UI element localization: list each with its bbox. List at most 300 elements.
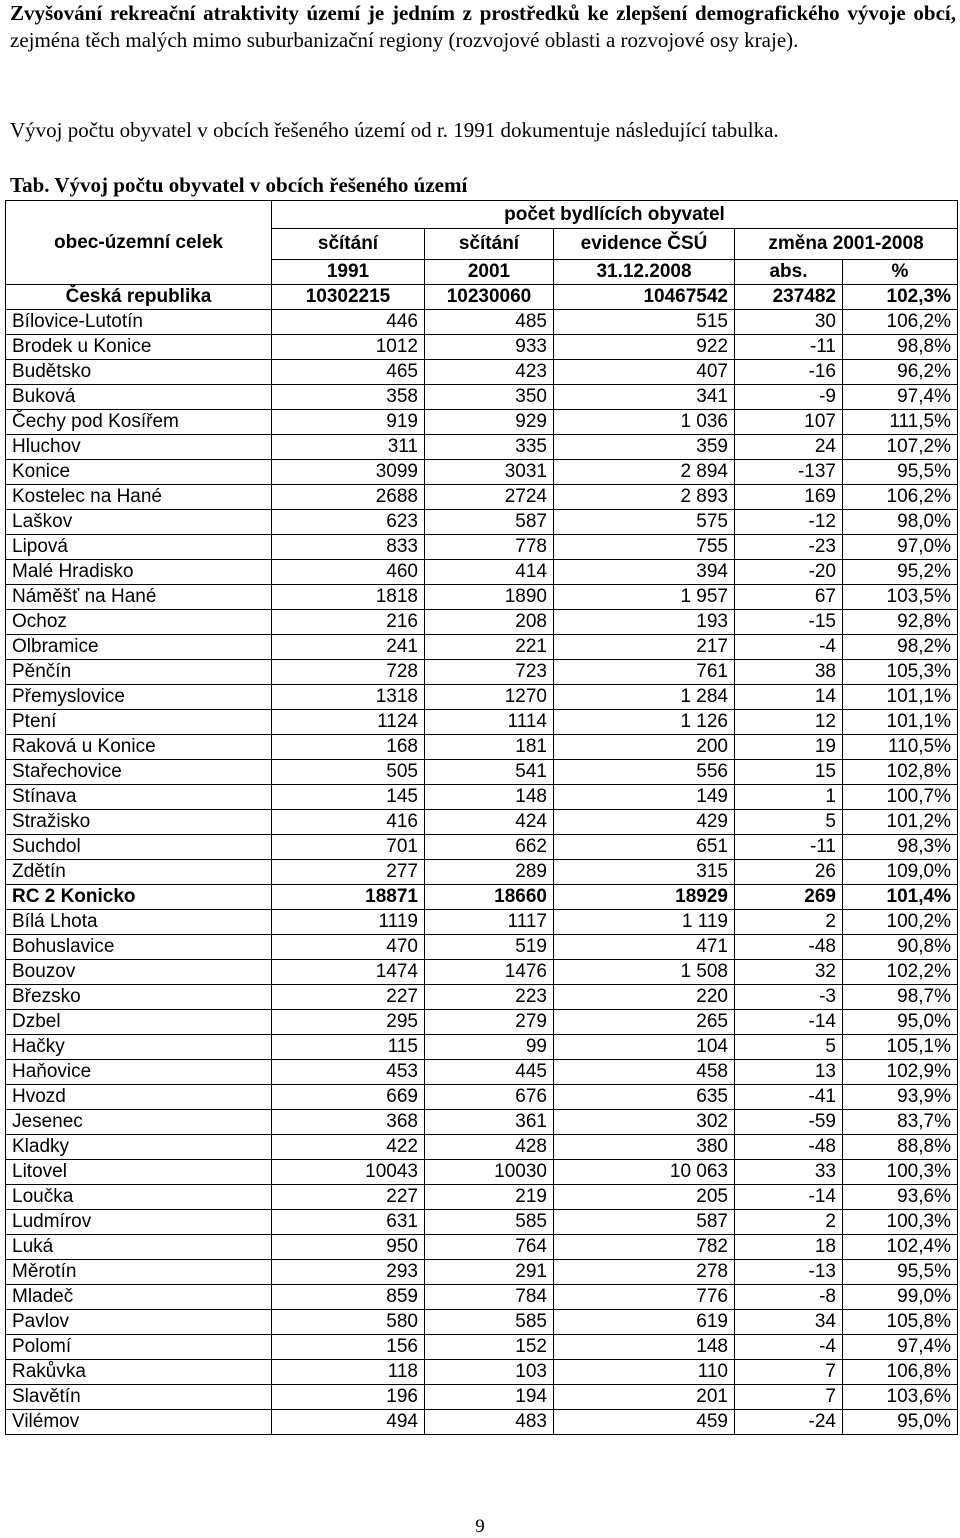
table-cell: 101,1% [843, 685, 958, 710]
table-cell: Kostelec na Hané [6, 485, 272, 510]
table-row [6, 485, 958, 510]
table-cell: 168 [272, 735, 425, 760]
table-row [6, 985, 958, 1010]
table-cell: Náměšť na Hané [6, 585, 272, 610]
table-cell: Měrotín [6, 1260, 272, 1285]
table-cell: 1 036 [554, 410, 735, 435]
table-row [6, 1410, 958, 1435]
table-cell: 5 [735, 810, 843, 835]
table-cell: Vilémov [6, 1410, 272, 1435]
table-cell: 219 [425, 1185, 554, 1210]
table-cell: 541 [425, 760, 554, 785]
table-cell: 458 [554, 1060, 735, 1085]
table-cell: 93,6% [843, 1185, 958, 1210]
table-cell: 100,3% [843, 1160, 958, 1185]
table-cell: 156 [272, 1335, 425, 1360]
table-cell: 111,5% [843, 410, 958, 435]
table-cell: 15 [735, 760, 843, 785]
table-cell: 102,8% [843, 760, 958, 785]
table-cell: 101,1% [843, 710, 958, 735]
table-cell: 293 [272, 1260, 425, 1285]
table-cell: 289 [425, 860, 554, 885]
table-row [6, 535, 958, 560]
table-cell: Stínava [6, 785, 272, 810]
table-row [6, 1085, 958, 1110]
table-row [6, 610, 958, 635]
table-row [6, 760, 958, 785]
table-cell: 587 [554, 1210, 735, 1235]
table-cell: 755 [554, 535, 735, 560]
table-cell: Hvozd [6, 1085, 272, 1110]
table-cell: 619 [554, 1310, 735, 1335]
table-cell: 95,0% [843, 1410, 958, 1435]
table-cell: 88,8% [843, 1135, 958, 1160]
table-cell: Bohuslavice [6, 935, 272, 960]
table-cell: -59 [735, 1110, 843, 1135]
table-cell: 110 [554, 1360, 735, 1385]
table-row [6, 660, 958, 685]
table-cell: 237482 [735, 285, 843, 310]
table-cell: 24 [735, 435, 843, 460]
table-cell: 2 [735, 1210, 843, 1235]
col-name-header: obec-územní celek [6, 201, 272, 285]
table-cell: 723 [425, 660, 554, 685]
table-cell: 471 [554, 935, 735, 960]
table-cell: 465 [272, 360, 425, 385]
table-cell: 585 [425, 1210, 554, 1235]
table-cell: 107,2% [843, 435, 958, 460]
table-cell: Malé Hradisko [6, 560, 272, 585]
table-row [6, 1360, 958, 1385]
table-cell: 651 [554, 835, 735, 860]
page-number: 9 [475, 1516, 485, 1537]
table-cell: 494 [272, 1410, 425, 1435]
table-cell: 361 [425, 1110, 554, 1135]
table-cell: 95,2% [843, 560, 958, 585]
table-row [6, 935, 958, 960]
table-cell: Stražisko [6, 810, 272, 835]
table-cell: 14 [735, 685, 843, 710]
table-row [6, 1060, 958, 1085]
table-cell: 341 [554, 385, 735, 410]
table-cell: Luká [6, 1235, 272, 1260]
table-cell: 10043 [272, 1160, 425, 1185]
table-cell: 315 [554, 860, 735, 885]
table-cell: 38 [735, 660, 843, 685]
table-cell: 148 [554, 1335, 735, 1360]
col-2001-year: 2001 [425, 260, 554, 285]
table-cell: 95,5% [843, 1260, 958, 1285]
table-cell: -14 [735, 1010, 843, 1035]
table-cell: 194 [425, 1385, 554, 1410]
table-cell: 1474 [272, 960, 425, 985]
table-cell: 269 [735, 885, 843, 910]
header-row-1 [6, 201, 958, 229]
table-cell: 2 894 [554, 460, 735, 485]
table-cell: Bílovice-Lutotín [6, 310, 272, 335]
table-cell: Zdětín [6, 860, 272, 885]
table-cell: 1 126 [554, 710, 735, 735]
col-1991-year: 1991 [272, 260, 425, 285]
table-cell: 98,3% [843, 835, 958, 860]
table-cell: 335 [425, 435, 554, 460]
table-row [6, 1285, 958, 1310]
table-cell: 833 [272, 535, 425, 560]
table-row [6, 1385, 958, 1410]
table-cell: 105,1% [843, 1035, 958, 1060]
table-row [6, 510, 958, 535]
col-1991-header: sčítání [272, 229, 425, 260]
table-cell: -16 [735, 360, 843, 385]
col-abs-header: abs. [735, 260, 843, 285]
table-cell: 34 [735, 1310, 843, 1335]
table-cell: Březsko [6, 985, 272, 1010]
table-cell: 110,5% [843, 735, 958, 760]
table-cell: 98,0% [843, 510, 958, 535]
table-cell: Čechy pod Kosířem [6, 410, 272, 435]
table-cell: 97,4% [843, 1335, 958, 1360]
table-cell: 208 [425, 610, 554, 635]
table-cell: Přemyslovice [6, 685, 272, 710]
table-cell: Laškov [6, 510, 272, 535]
table-cell: 778 [425, 535, 554, 560]
table-row [6, 1185, 958, 1210]
table-cell: Stařechovice [6, 760, 272, 785]
table-cell: 67 [735, 585, 843, 610]
table-cell: 3031 [425, 460, 554, 485]
table-cell: Bouzov [6, 960, 272, 985]
table-cell: 1890 [425, 585, 554, 610]
table-cell: 97,4% [843, 385, 958, 410]
table-cell: 311 [272, 435, 425, 460]
table-caption: Tab. Vývoj počtu obyvatel v obcích řešeného území [10, 173, 468, 197]
table-cell: 95,0% [843, 1010, 958, 1035]
table-cell: 227 [272, 1185, 425, 1210]
table-cell: 1 957 [554, 585, 735, 610]
table-cell: 1124 [272, 710, 425, 735]
intro-rest-text: zejména těch malých mimo suburbanizační regiony (rozvojové oblasti a rozvojové osy kraje). [10, 28, 799, 52]
table-cell: 1 [735, 785, 843, 810]
table-cell: 728 [272, 660, 425, 685]
table-cell: 1012 [272, 335, 425, 360]
table-row [6, 560, 958, 585]
table-cell: 580 [272, 1310, 425, 1335]
table-cell: 99 [425, 1035, 554, 1060]
table-cell: 32 [735, 960, 843, 985]
table-row [6, 810, 958, 835]
table-cell: Loučka [6, 1185, 272, 1210]
table-cell: 1 508 [554, 960, 735, 985]
table-cell: 1 119 [554, 910, 735, 935]
table-cell: 13 [735, 1060, 843, 1085]
table-cell: 227 [272, 985, 425, 1010]
table-cell: -24 [735, 1410, 843, 1435]
table-cell: -3 [735, 985, 843, 1010]
table-cell: 102,9% [843, 1060, 958, 1085]
table-cell: 2724 [425, 485, 554, 510]
table-cell: RC 2 Konicko [6, 885, 272, 910]
table-cell: 519 [425, 935, 554, 960]
table-cell: 5 [735, 1035, 843, 1060]
table-cell: 859 [272, 1285, 425, 1310]
table-row [6, 385, 958, 410]
table-cell: Mladeč [6, 1285, 272, 1310]
table-cell: 394 [554, 560, 735, 585]
table-cell: 291 [425, 1260, 554, 1285]
table-row [6, 1260, 958, 1285]
table-row [6, 1135, 958, 1160]
table-cell: 676 [425, 1085, 554, 1110]
table-cell: Pavlov [6, 1310, 272, 1335]
intro-paragraph-2: Vývoj počtu obyvatel v obcích řešeného území od r. 1991 dokumentuje následující tabulka. [10, 118, 779, 142]
table-cell: 102,2% [843, 960, 958, 985]
table-cell: Česká republika [6, 285, 272, 310]
table-cell: Bílá Lhota [6, 910, 272, 935]
table-cell: 10302215 [272, 285, 425, 310]
table-cell: Suchdol [6, 835, 272, 860]
table-cell: 662 [425, 835, 554, 860]
table-cell: 350 [425, 385, 554, 410]
col-change-header: změna 2001-2008 [735, 229, 958, 260]
table-cell: 106,2% [843, 485, 958, 510]
table-cell: 483 [425, 1410, 554, 1435]
table-cell: Konice [6, 460, 272, 485]
table-cell: 7 [735, 1385, 843, 1410]
table-cell: 98,8% [843, 335, 958, 360]
table-cell: 145 [272, 785, 425, 810]
table-cell: Buková [6, 385, 272, 410]
table-cell: 359 [554, 435, 735, 460]
table-cell: 950 [272, 1235, 425, 1260]
col-2001-header: sčítání [425, 229, 554, 260]
table-row [6, 1035, 958, 1060]
table-row [6, 635, 958, 660]
table-cell: 277 [272, 860, 425, 885]
table-cell: -23 [735, 535, 843, 560]
table-cell: 446 [272, 310, 425, 335]
table-cell: 423 [425, 360, 554, 385]
table-cell: 101,2% [843, 810, 958, 835]
table-cell: 380 [554, 1135, 735, 1160]
table-cell: 98,2% [843, 635, 958, 660]
table-cell: -13 [735, 1260, 843, 1285]
table-cell: 101,4% [843, 885, 958, 910]
table-cell: -15 [735, 610, 843, 635]
table-cell: 102,3% [843, 285, 958, 310]
col-pct-header: % [843, 260, 958, 285]
table-row [6, 735, 958, 760]
table-cell: 103,6% [843, 1385, 958, 1410]
table-cell: -20 [735, 560, 843, 585]
col-2008-date: 31.12.2008 [554, 260, 735, 285]
table-row [6, 685, 958, 710]
table-cell: Slavětín [6, 1385, 272, 1410]
table-cell: 623 [272, 510, 425, 535]
table-cell: 221 [425, 635, 554, 660]
table-cell: 152 [425, 1335, 554, 1360]
table-cell: 105,8% [843, 1310, 958, 1335]
table-row [6, 435, 958, 460]
table-cell: 302 [554, 1110, 735, 1135]
table-cell: 241 [272, 635, 425, 660]
table-cell: 669 [272, 1085, 425, 1110]
table-cell: 104 [554, 1035, 735, 1060]
table-cell: Brodek u Konice [6, 335, 272, 360]
table-cell: 10030 [425, 1160, 554, 1185]
table-cell: 223 [425, 985, 554, 1010]
table-cell: 92,8% [843, 610, 958, 635]
table-cell: 95,5% [843, 460, 958, 485]
table-cell: 115 [272, 1035, 425, 1060]
table-cell: 1 284 [554, 685, 735, 710]
table-cell: 103,5% [843, 585, 958, 610]
table-row [6, 960, 958, 985]
table-cell: 575 [554, 510, 735, 535]
table-cell: 90,8% [843, 935, 958, 960]
table-cell: 556 [554, 760, 735, 785]
table-cell: Hačky [6, 1035, 272, 1060]
table-row [6, 910, 958, 935]
table-row [6, 1110, 958, 1135]
table-row [6, 710, 958, 735]
table-cell: 278 [554, 1260, 735, 1285]
table-cell: 205 [554, 1185, 735, 1210]
table-cell: 429 [554, 810, 735, 835]
table-cell: 422 [272, 1135, 425, 1160]
table-cell: 216 [272, 610, 425, 635]
table-cell: 169 [735, 485, 843, 510]
table-cell: 10 063 [554, 1160, 735, 1185]
table-row [6, 835, 958, 860]
table-cell: Hluchov [6, 435, 272, 460]
intro-paragraph [10, 0, 956, 54]
table-row [6, 410, 958, 435]
table-row [6, 335, 958, 360]
table-cell: 358 [272, 385, 425, 410]
table-cell: 217 [554, 635, 735, 660]
table-cell: 587 [425, 510, 554, 535]
table-cell: 764 [425, 1235, 554, 1260]
table-cell: 776 [554, 1285, 735, 1310]
table-cell: 1119 [272, 910, 425, 935]
table-cell: 1318 [272, 685, 425, 710]
table-cell: Haňovice [6, 1060, 272, 1085]
table-cell: 922 [554, 335, 735, 360]
table-cell: 100,2% [843, 910, 958, 935]
table-cell: Dzbel [6, 1010, 272, 1035]
table-cell: 933 [425, 335, 554, 360]
table-cell: 181 [425, 735, 554, 760]
table-row [6, 585, 958, 610]
table-cell: 10230060 [425, 285, 554, 310]
table-cell: 1117 [425, 910, 554, 935]
table-cell: 485 [425, 310, 554, 335]
table-cell: 919 [272, 410, 425, 435]
table-row [6, 1210, 958, 1235]
table-cell: 784 [425, 1285, 554, 1310]
table-cell: 2 893 [554, 485, 735, 510]
table-cell: 83,7% [843, 1110, 958, 1135]
table-cell: -11 [735, 335, 843, 360]
table-cell: 470 [272, 935, 425, 960]
table-cell: 96,2% [843, 360, 958, 385]
table-cell: 220 [554, 985, 735, 1010]
table-cell: -12 [735, 510, 843, 535]
table-cell: 106,8% [843, 1360, 958, 1385]
table-cell: 460 [272, 560, 425, 585]
table-cell: 93,9% [843, 1085, 958, 1110]
table-cell: Litovel [6, 1160, 272, 1185]
table-cell: 428 [425, 1135, 554, 1160]
table-cell: Pěnčín [6, 660, 272, 685]
table-cell: 279 [425, 1010, 554, 1035]
table-cell: 97,0% [843, 535, 958, 560]
table-cell: 459 [554, 1410, 735, 1435]
table-cell: 2 [735, 910, 843, 935]
table-cell: 265 [554, 1010, 735, 1035]
table-cell: 2688 [272, 485, 425, 510]
table-cell: -137 [735, 460, 843, 485]
table-cell: -41 [735, 1085, 843, 1110]
table-row [6, 885, 958, 910]
table-cell: 3099 [272, 460, 425, 485]
table-cell: 7 [735, 1360, 843, 1385]
table-cell: 416 [272, 810, 425, 835]
table-row [6, 310, 958, 335]
table-cell: 18 [735, 1235, 843, 1260]
table-cell: 782 [554, 1235, 735, 1260]
table-cell: 100,7% [843, 785, 958, 810]
table-cell: 148 [425, 785, 554, 810]
header-group: počet bydlících obyvatel [272, 201, 958, 229]
table-cell: Ochoz [6, 610, 272, 635]
table-cell: 368 [272, 1110, 425, 1135]
table-cell: 201 [554, 1385, 735, 1410]
table-cell: 18871 [272, 885, 425, 910]
table-cell: 196 [272, 1385, 425, 1410]
table-cell: 118 [272, 1360, 425, 1385]
table-cell: 1114 [425, 710, 554, 735]
table-cell: -4 [735, 1335, 843, 1360]
table-cell: Raková u Konice [6, 735, 272, 760]
intro-bold-text: Zvyšování rekreační atraktivity území je jedním z prostředků ke zlepšení demografického vývoje obcí, [10, 1, 956, 25]
table-cell: 929 [425, 410, 554, 435]
table-row [6, 1310, 958, 1335]
czech-republic-row [6, 285, 958, 310]
table-cell: 635 [554, 1085, 735, 1110]
table-cell: -8 [735, 1285, 843, 1310]
table-cell: 407 [554, 360, 735, 385]
table-cell: Rakůvka [6, 1360, 272, 1385]
table-cell: -4 [735, 635, 843, 660]
table-cell: 106,2% [843, 310, 958, 335]
table-cell: 19 [735, 735, 843, 760]
table-row [6, 1160, 958, 1185]
table-cell: 33 [735, 1160, 843, 1185]
table-cell: 30 [735, 310, 843, 335]
table-cell: 414 [425, 560, 554, 585]
table-cell: Lipová [6, 535, 272, 560]
table-cell: 99,0% [843, 1285, 958, 1310]
table-cell: Budětsko [6, 360, 272, 385]
table-cell: 12 [735, 710, 843, 735]
table-cell: Jesenec [6, 1110, 272, 1135]
table-cell: -48 [735, 935, 843, 960]
table-cell: Ptení [6, 710, 272, 735]
table-cell: Ludmírov [6, 1210, 272, 1235]
table-cell: 424 [425, 810, 554, 835]
table-cell: 98,7% [843, 985, 958, 1010]
